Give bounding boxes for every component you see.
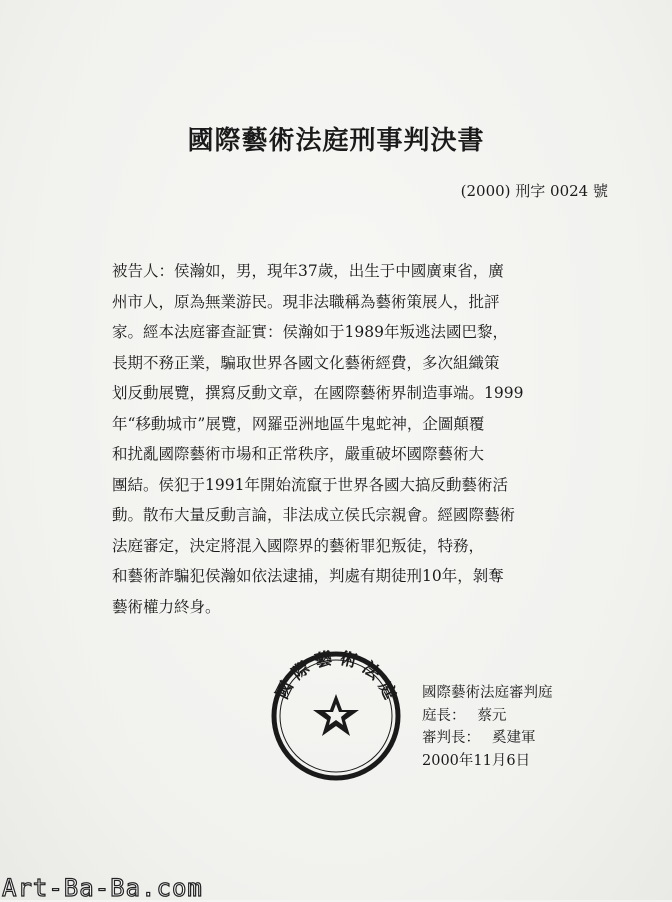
judge-row bbox=[422, 727, 553, 750]
president-row bbox=[422, 705, 553, 728]
body-line: 法庭審定，決定將混入國際界的藝術罪犯叛徒，特務， bbox=[112, 536, 485, 555]
body-line: 和藝術詐騙犯侯瀚如依法逮捕，判處有期徒刑10年，剝奪 bbox=[112, 567, 504, 585]
document-title: 國際藝術法庭刑事判決書 bbox=[187, 126, 485, 156]
signature-block bbox=[422, 682, 553, 772]
body-line: 年“移動城市”展覽，网羅亞洲地區牛鬼蛇神，企圖顛覆 bbox=[112, 414, 485, 433]
body-line: 被告人：侯瀚如，男，現年37歲，出生于中國廣東省，廣 bbox=[112, 262, 504, 280]
court-seal bbox=[266, 648, 406, 786]
site-watermark: Art-Ba-Ba.com bbox=[2, 874, 203, 902]
body-line: 藝術權力終身。 bbox=[112, 597, 221, 616]
body-line: 划反動展覽，撰寫反動文章，在國際藝術界制造事端。1999 bbox=[112, 384, 524, 402]
body-line: 和扰亂國際藝術市場和正常秩序，嚴重破坏國際藝術大 bbox=[112, 445, 485, 463]
body-line: 團結。侯犯于1991年開始流竄于世界各國大搞反動藝術活 bbox=[112, 475, 508, 494]
body-line: 長期不務正業，騙取世界各國文化藝術經費，多次組織策 bbox=[112, 353, 500, 372]
judge-label: 審判長： bbox=[422, 730, 480, 746]
seal-text: 國 際 藝 術 法 庭 bbox=[272, 648, 400, 703]
president-name: 蔡元 bbox=[477, 707, 507, 724]
body-line: 動。散布大量反動言論，非法成立侯氏宗親會。經國際藝術 bbox=[112, 506, 516, 524]
president-label: 庭長： bbox=[422, 707, 466, 724]
judge-name: 奚建軍 bbox=[492, 730, 536, 746]
judgment-body bbox=[112, 256, 577, 622]
court-name: 國際藝術法庭審判庭 bbox=[422, 685, 553, 701]
case-number: (2000) 刑字 0024 號 bbox=[460, 182, 608, 200]
body-line: 家。經本法庭審查証實：侯瀚如于1989年叛逃法國巴黎， bbox=[112, 323, 508, 341]
body-line: 州市人，原為無業游民。現非法職稱為藝術策展人，批評 bbox=[112, 292, 500, 311]
judgment-date: 2000年11月6日 bbox=[422, 752, 531, 769]
